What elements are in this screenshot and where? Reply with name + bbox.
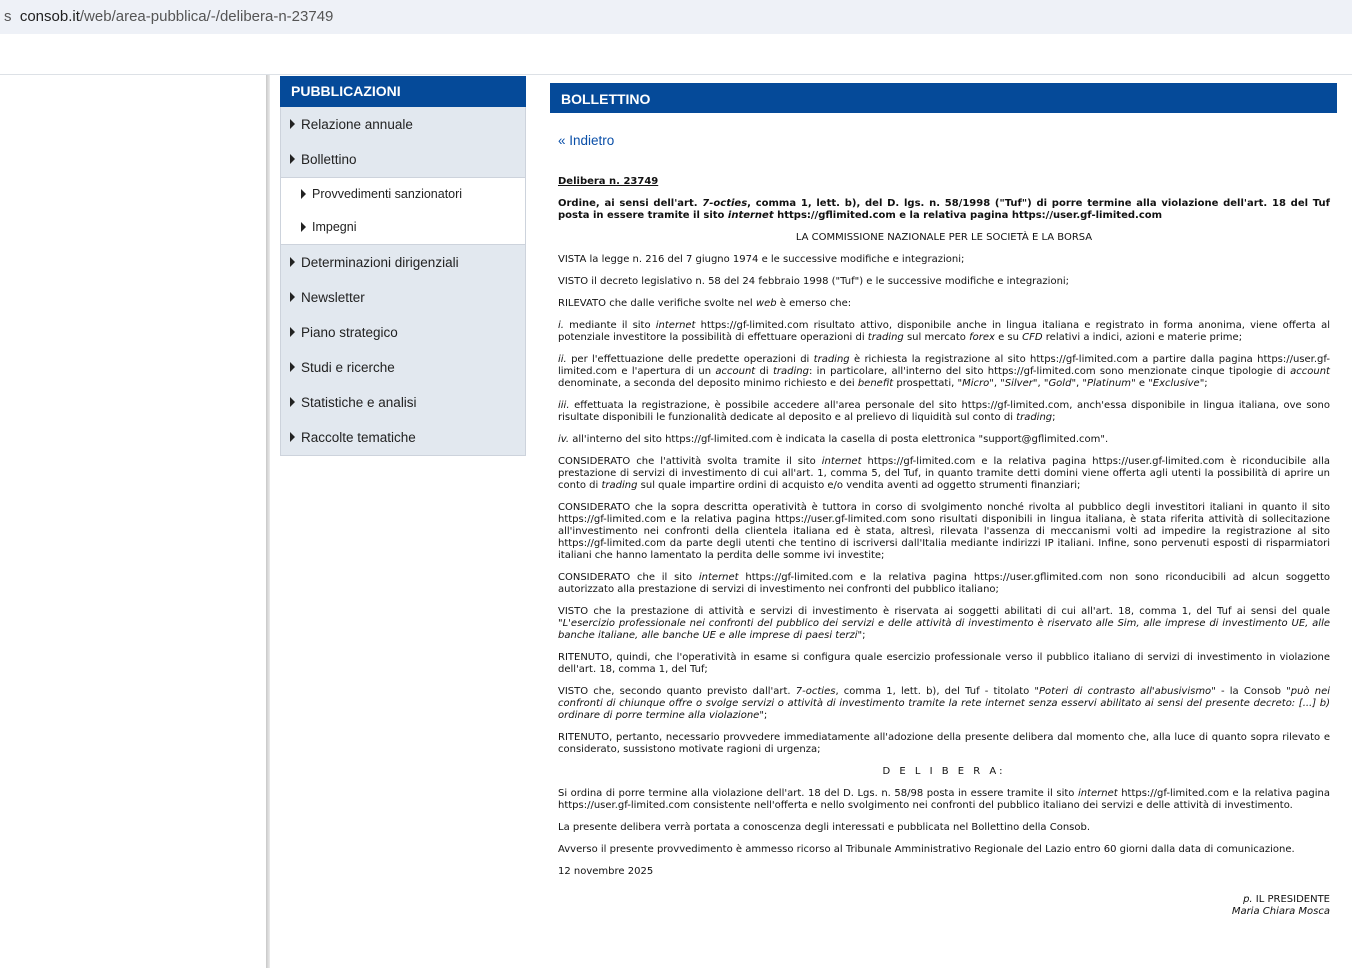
url-prefix: s <box>4 8 12 25</box>
caret-right-icon <box>301 189 306 199</box>
url-host: consob.it <box>19 8 80 25</box>
sidebar-item-label: Bollettino <box>301 152 357 167</box>
paragraph-appeal: Avverso il presente provvedimento è ammesso ricorso al Tribunale Amministrativo Regionale del Lazio entro 60 giorni dalla data di comunicazione. <box>558 844 1295 855</box>
sidebar-item-piano-strategico[interactable] <box>281 315 525 350</box>
paragraph-point-iv: iv. all'interno del sito https://gf-limited.com è indicata la casella di posta elettronica "support@gflimited.com". <box>558 434 1109 445</box>
paragraph-considerato-3: CONSIDERATO che il sito internet https://gf-limited.com e la relativa pagina https://user.gflimited.com non sono riconducibili ad alcun soggetto autorizzato alla prestazione di servizi di investimento nei confronti del pubblico italiano; <box>558 572 1330 595</box>
document-date: 12 novembre 2025 <box>558 866 654 877</box>
sidebar-item-label: Studi e ricerche <box>301 360 395 375</box>
delibera-heading: D E L I B E R A: <box>882 766 1006 777</box>
sidebar-item-label: Newsletter <box>301 290 365 305</box>
sidebar-item-label: Determinazioni dirigenziali <box>301 255 459 270</box>
sidebar-item-label: Piano strategico <box>301 325 398 340</box>
back-link[interactable]: « Indietro <box>558 133 615 148</box>
president-signer: Maria Chiara Mosca <box>1231 906 1330 917</box>
paragraph-point-iii: iii. effettuata la registrazione, è possibile accedere all'area personale del sito https://gf-limited.com, anch'essa disponibile in lingua italiana, ove sono risultate disponibili le funzionalità dedicate al deposito e al prelievo di liquidità sul conto di trading; <box>558 400 1330 423</box>
document-title: Delibera n. 23749 <box>558 176 659 187</box>
url-path: /web/area-pubblica/-/delibera-n-23749 <box>79 8 334 25</box>
paragraph-point-i: i. mediante il sito internet https://gf-limited.com risultato attivo, disponibile anche in lingua italiana e registrato in forma anonima, viene offerta al potenziale investitore la possibilità di effettuare operazioni di trading sul mercato forex e su CFD relativi a indici, azioni e materie prime; <box>558 320 1330 343</box>
sidebar-subitem-impegni[interactable] <box>281 211 525 244</box>
main-content <box>550 83 1337 918</box>
paragraph-vista-legge: VISTA la legge n. 216 del 7 giugno 1974 e le successive modifiche e integrazioni; <box>558 254 965 265</box>
sidebar-item-bollettino[interactable] <box>281 142 525 177</box>
sidebar-submenu-bollettino <box>281 177 525 245</box>
sidebar-item-label: Relazione annuale <box>301 117 413 132</box>
sidebar-item-relazione-annuale[interactable] <box>281 107 525 142</box>
sidebar-subitem-label: Provvedimenti sanzionatori <box>312 187 463 201</box>
caret-right-icon <box>290 432 295 442</box>
paragraph-visto-art18: VISTO che la prestazione di attività e servizi di investimento è riservata ai soggetti abilitati di cui all'art. 18, comma 1, del Tuf ai sensi del quale "L'esercizio professionale nei confronti del pubblico dei servizi e delle attività di investimento è riservato alle Sim, alle imprese di investimento UE, alle banche italiane, alle banche UE e alle imprese di paesi terzi"; <box>558 606 1330 641</box>
paragraph-considerato-2: CONSIDERATO che la sopra descritta operatività è tuttora in corso di svolgimento nonché rivolta al pubblico degli investitori italiani in quanto il sito https://gf-limited.com e la relativa pagina https://user.gf-limited.com sono risultati disponibili in lingua italiana, è stata riferita attività di sollecitazione all'investimento nei confronti della clientela italiana ed è stata, altresì, rilevata l'assenza di meccanismi volti ad impedire la registrazione al sito https://gf-limited.com da parte degli utenti che tentino di iscriversi dall'Italia mediante indirizzi IP italiani. Infine, sono pervenuti esposti di risparmiatori italiani che hanno lamentato la perdita delle somme ivi investite; <box>558 502 1330 561</box>
caret-right-icon <box>290 327 295 337</box>
sidebar-item-raccolte-tematiche[interactable] <box>281 420 525 455</box>
paragraph-visto-7octies: VISTO che, secondo quanto previsto dall'art. 7-octies, comma 1, lett. b), del Tuf - titolato "Poteri di contrasto all'abusivismo" - la Consob "può nei confronti di chiunque offre o svolge servizi o attività di investimento tramite la rete internet senza esservi abilitato ai sensi del presente decreto: [...] b) ordinare di porre termine alla violazione"; <box>558 686 1331 721</box>
paragraph-point-ii: ii. per l'effettuazione delle predette operazioni di trading è richiesta la registrazione al sito https://gf-limited.com a partire dalla pagina https://user.gf-limited.com e l'apertura di un account di trading: in particolare, all'interno del sito https://gf-limited.com sono menzionate cinque tipologie di account denominate, a seconda del deposito minimo richiesto e dei benefit prospettati, "Micro", "Silver", "Gold", "Platinum" e "Exclusive"; <box>558 354 1330 389</box>
document-subject: Ordine, ai sensi dell'art. 7-octies, comma 1, lett. b), del D. lgs. n. 58/1998 ("Tuf") di porre termine alla violazione dell'art. 18 del Tuf posta in essere tramite il sito internet https://gflimited.com e la relativa pagina https://user.gf-limited.com <box>558 198 1330 221</box>
sidebar-item-newsletter[interactable] <box>281 280 525 315</box>
sidebar-subitem-label: Impegni <box>312 220 357 234</box>
sidebar-item-statistiche-e-analisi[interactable] <box>281 385 525 420</box>
paragraph-publication: La presente delibera verrà portata a conoscenza degli interessati e pubblicata nel Bollettino della Consob. <box>558 822 1091 833</box>
sidebar-item-studi-e-ricerche[interactable] <box>281 350 525 385</box>
url-text[interactable] <box>4 8 333 25</box>
caret-right-icon <box>290 119 295 129</box>
section-header: BOLLETTINO <box>550 83 1337 113</box>
page-shadow-divider <box>266 75 270 968</box>
caret-right-icon <box>290 292 295 302</box>
paragraph-ritenuto-2: RITENUTO, pertanto, necessario provvedere immediatamente all'adozione della presente delibera dal momento che, alla luce di quanto sopra rilevato e considerato, sussistono motivate ragioni di urgenza; <box>558 732 1330 755</box>
caret-right-icon <box>290 397 295 407</box>
paragraph-ritenuto-1: RITENUTO, quindi, che l'operatività in esame si configura quale esercizio professionale verso il pubblico italiano di servizi di investimento in violazione dell'art. 18, comma 1, del Tuf; <box>558 652 1330 675</box>
sidebar-menu <box>280 107 526 456</box>
sidebar-subitem-provvedimenti-sanzionatori[interactable] <box>281 178 525 211</box>
caret-right-icon <box>290 257 295 267</box>
browser-address-bar[interactable] <box>0 0 1352 34</box>
caret-right-icon <box>290 154 295 164</box>
paragraph-considerato-1: CONSIDERATO che l'attività svolta tramite il sito internet https://gf-limited.com e la relativa pagina https://user.gf-limited.com è riconducibile alla prestazione di servizi di investimento di cui all'art. 1, comma 5, del Tuf, in quanto tramite detti domini viene offerta agli utenti la possibilità di aprire un conto di trading sul quale impartire ordini di acquisto e/o vendita aventi ad oggetto strumenti finanziari; <box>558 456 1330 491</box>
browser-toolbar <box>0 34 1352 75</box>
caret-right-icon <box>290 362 295 372</box>
caret-right-icon <box>301 222 306 232</box>
paragraph-order: Si ordina di porre termine alla violazione dell'art. 18 del D. Lgs. n. 58/98 posta in essere tramite il sito internet https://gf-limited.com e la relativa pagina https://user.gf-limited.com consistente nell'offerta e nello svolgimento nei confronti del pubblico italiano dei servizi e delle attività di investimento. <box>558 788 1330 811</box>
president-title: p. IL PRESIDENTE <box>1243 894 1330 905</box>
sidebar <box>280 76 526 456</box>
sidebar-item-determinazioni-dirigenziali[interactable] <box>281 245 525 280</box>
paragraph-rilevato: RILEVATO che dalle verifiche svolte nel web è emerso che: <box>558 298 852 309</box>
delibera-document <box>558 176 1330 918</box>
commission-heading: LA COMMISSIONE NAZIONALE PER LE SOCIETÀ E LA BORSA <box>795 232 1093 243</box>
sidebar-header: PUBBLICAZIONI <box>280 76 526 107</box>
sidebar-item-label: Statistiche e analisi <box>301 395 417 410</box>
paragraph-visto-decreto: VISTO il decreto legislativo n. 58 del 24 febbraio 1998 ("Tuf") e le successive modifiche e integrazioni; <box>558 276 1070 287</box>
sidebar-item-label: Raccolte tematiche <box>301 430 416 445</box>
